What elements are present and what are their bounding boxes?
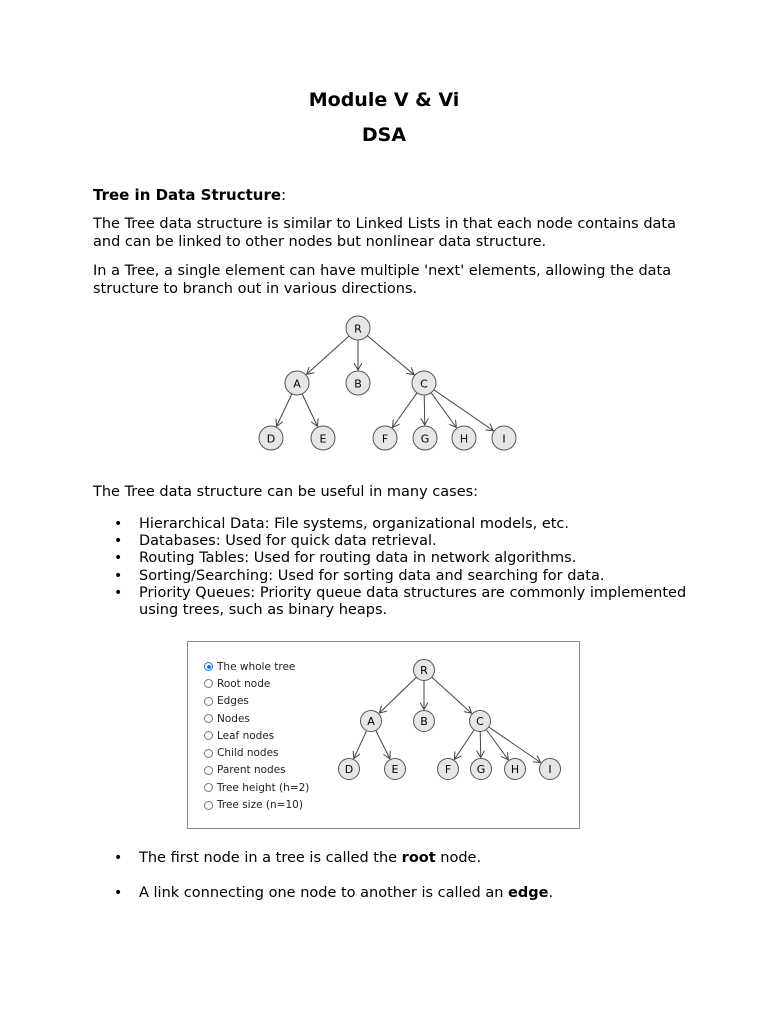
section-heading bbox=[93, 185, 286, 205]
tree-part-option[interactable] bbox=[204, 744, 309, 761]
radio-icon[interactable] bbox=[204, 801, 213, 810]
uses-list-item: • Databases: Used for quick data retrieval. bbox=[93, 533, 693, 550]
tree-node-label: C bbox=[420, 377, 428, 391]
uses-list-item: • Hierarchical Data: File systems, organizational models, etc. bbox=[93, 516, 693, 533]
uses-list-item: • Priority Queues: Priority queue data structures are commonly implemented using trees, such as binary heaps. bbox=[93, 585, 693, 619]
tree-node-i bbox=[540, 759, 561, 780]
tree-part-option[interactable] bbox=[204, 727, 309, 744]
tree-node-f bbox=[438, 759, 459, 780]
radio-icon[interactable] bbox=[204, 783, 213, 792]
radio-icon[interactable] bbox=[204, 679, 213, 688]
tree-node-b bbox=[414, 711, 435, 732]
tree-demo-panel bbox=[187, 641, 580, 829]
tree-part-option-label: Tree size (n=10) bbox=[217, 799, 303, 812]
tree-part-option[interactable] bbox=[204, 796, 309, 813]
tree-diagram bbox=[255, 311, 525, 456]
tree-edge-c-i bbox=[434, 390, 493, 431]
tree-part-option[interactable] bbox=[204, 710, 309, 727]
tree-node-label: R bbox=[354, 322, 362, 336]
section-heading-colon: : bbox=[281, 186, 287, 204]
tree-node-d bbox=[339, 759, 360, 780]
tree-node-label: C bbox=[476, 714, 484, 728]
tree-node-label: I bbox=[548, 762, 552, 776]
tree-node-a bbox=[285, 371, 309, 395]
tree-part-option-label: The whole tree bbox=[217, 660, 296, 673]
tree-node-e bbox=[311, 426, 335, 450]
radio-icon[interactable] bbox=[204, 662, 213, 671]
tree-node-label: B bbox=[354, 377, 362, 391]
tree-edge-r-a bbox=[379, 677, 416, 713]
uses-list bbox=[93, 516, 693, 619]
tree-node-c bbox=[470, 711, 491, 732]
tree-node-label: F bbox=[444, 762, 452, 776]
tree-part-option-label: Root node bbox=[217, 677, 271, 690]
tree-part-option-label: Child nodes bbox=[217, 747, 279, 760]
tree-node-r bbox=[414, 660, 435, 681]
definition-root bbox=[93, 849, 693, 867]
definition-root-text: The first node in a tree is called the bbox=[139, 850, 402, 866]
tree-edge-a-e bbox=[376, 730, 390, 758]
tree-node-label: H bbox=[510, 762, 520, 776]
tree-edge-c-f bbox=[454, 730, 474, 760]
tree-node-h bbox=[505, 759, 526, 780]
tree-edge-r-a bbox=[307, 336, 349, 374]
tree-node-c bbox=[412, 371, 436, 395]
tree-part-options bbox=[204, 658, 309, 814]
definition-edge-text: A link connecting one node to another is called an bbox=[139, 885, 509, 901]
tree-node-r bbox=[346, 316, 370, 340]
paragraph-branching: In a Tree, a single element can have multiple 'next' elements, allowing the data structure to branch out in various directions. bbox=[93, 263, 672, 297]
tree-part-option-label: Leaf nodes bbox=[217, 729, 275, 742]
tree-part-option-label: Edges bbox=[217, 695, 249, 708]
uses-list-item: • Routing Tables: Used for routing data in network algorithms. bbox=[93, 550, 693, 567]
radio-icon[interactable] bbox=[204, 766, 213, 775]
tree-edge-c-h bbox=[486, 729, 508, 759]
demo-tree-diagram bbox=[336, 658, 566, 793]
radio-icon[interactable] bbox=[204, 697, 213, 706]
tree-part-option[interactable] bbox=[204, 693, 309, 710]
page-title: Module V & Vi bbox=[308, 89, 460, 111]
tree-node-label: G bbox=[420, 432, 430, 446]
definition-edge-item bbox=[93, 884, 693, 902]
tree-node-label: D bbox=[266, 432, 276, 446]
tree-part-option-label: Nodes bbox=[217, 712, 250, 725]
definition-edge bbox=[93, 884, 693, 902]
tree-node-g bbox=[471, 759, 492, 780]
tree-node-i bbox=[492, 426, 516, 450]
radio-icon[interactable] bbox=[204, 749, 213, 758]
definition-root-term: root bbox=[401, 850, 436, 866]
page-subtitle: DSA bbox=[361, 124, 407, 146]
tree-node-label: B bbox=[420, 714, 428, 728]
tree-part-option-label: Tree height (h=2) bbox=[217, 781, 310, 794]
tree-part-option[interactable] bbox=[204, 762, 309, 779]
radio-icon[interactable] bbox=[204, 731, 213, 740]
tree-node-label: A bbox=[367, 714, 375, 728]
tree-node-e bbox=[385, 759, 406, 780]
paragraph-uses-intro: The Tree data structure can be useful in many cases: bbox=[93, 484, 479, 500]
tree-edge-c-g bbox=[480, 731, 481, 757]
tree-node-label: F bbox=[381, 432, 389, 446]
tree-node-label: H bbox=[459, 432, 469, 446]
tree-edge-c-h bbox=[431, 393, 456, 428]
tree-node-label: R bbox=[420, 663, 428, 677]
tree-part-option[interactable] bbox=[204, 658, 309, 675]
tree-node-d bbox=[259, 426, 283, 450]
tree-node-g bbox=[413, 426, 437, 450]
tree-edge-a-e bbox=[302, 394, 317, 426]
definition-root-item bbox=[93, 849, 693, 867]
tree-node-b bbox=[346, 371, 370, 395]
tree-node-label: I bbox=[502, 432, 506, 446]
tree-edge-r-c bbox=[367, 336, 414, 375]
uses-list-item: • Sorting/Searching: Used for sorting data and searching for data. bbox=[93, 568, 693, 585]
tree-node-label: E bbox=[391, 762, 399, 776]
tree-node-f bbox=[373, 426, 397, 450]
tree-node-label: E bbox=[319, 432, 327, 446]
radio-icon[interactable] bbox=[204, 714, 213, 723]
tree-edge-c-i bbox=[489, 727, 541, 763]
tree-edge-a-d bbox=[354, 731, 367, 759]
section-heading-text: Tree in Data Structure bbox=[93, 186, 282, 204]
tree-node-h bbox=[452, 426, 476, 450]
tree-node-label: A bbox=[293, 377, 301, 391]
definition-edge-end: . bbox=[548, 885, 554, 901]
tree-part-option[interactable] bbox=[204, 675, 309, 692]
tree-edge-c-f bbox=[393, 393, 418, 428]
tree-edge-c-g bbox=[424, 395, 425, 425]
tree-edge-a-d bbox=[277, 394, 292, 426]
paragraph-intro: The Tree data structure is similar to Linked Lists in that each node contains data and can be linked to other nodes but nonlinear data structure. bbox=[93, 216, 676, 250]
tree-part-option-label: Parent nodes bbox=[217, 764, 286, 777]
tree-edge-r-c bbox=[432, 677, 472, 713]
tree-node-label: G bbox=[476, 762, 486, 776]
definition-edge-term: edge bbox=[508, 885, 549, 901]
tree-node-a bbox=[361, 711, 382, 732]
tree-part-option[interactable] bbox=[204, 779, 309, 796]
definition-root-end: node. bbox=[435, 850, 482, 866]
tree-node-label: D bbox=[344, 762, 354, 776]
